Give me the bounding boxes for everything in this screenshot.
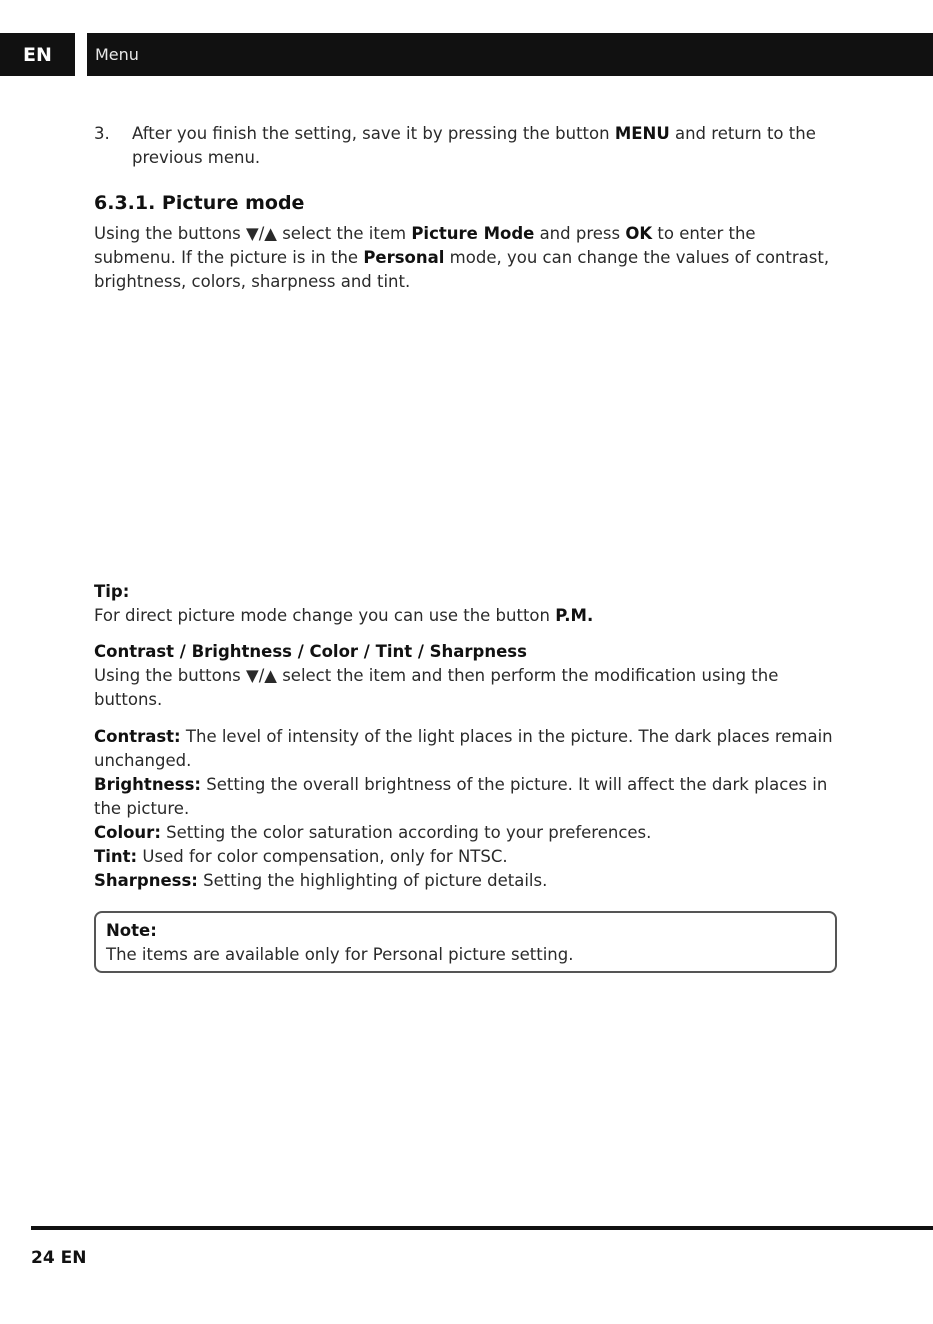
- language-tab: [0, 33, 75, 76]
- adjust-heading: Contrast / Brightness / Color / Tint / Sharpness: [94, 642, 527, 661]
- description-term: Colour:: [94, 823, 161, 842]
- step-text-part: After you finish the setting, save it by pressing the button: [132, 124, 615, 143]
- description-term: Sharpness:: [94, 871, 198, 890]
- description-term: Contrast:: [94, 727, 181, 746]
- picture-mode-paragraph: [94, 222, 839, 294]
- description-text: Setting the highlighting of picture details.: [197, 871, 548, 890]
- description-term: Brightness:: [94, 775, 201, 794]
- section-header: [87, 33, 933, 76]
- note-text: The items are available only for Personal picture setting.: [106, 945, 574, 964]
- para-bold: Picture Mode: [411, 224, 535, 243]
- description-text: Used for color compensation, only for NTSC.: [137, 847, 508, 866]
- section-heading: 6.3.1. Picture mode: [94, 192, 305, 214]
- tip-label: Tip:: [94, 582, 130, 601]
- tip-text-part: For direct picture mode change you can use the button: [94, 606, 556, 625]
- description-colour: [94, 821, 839, 845]
- description-text: Setting the color saturation according to your preferences.: [160, 823, 652, 842]
- para-text: and press: [534, 224, 626, 243]
- description-text: Setting the overall brightness of the picture. It will affect the dark places in the picture.: [94, 775, 828, 818]
- language-label: EN: [23, 43, 52, 66]
- tip-button-label: P.M.: [555, 606, 594, 625]
- para-text: mode, you can change the values of contrast, brightness, colors, sharpness and tint.: [94, 248, 830, 291]
- page-number: 24 EN: [31, 1248, 87, 1268]
- description-contrast: [94, 725, 839, 773]
- step-text: [132, 122, 832, 170]
- step-menu-button-label: MENU: [614, 124, 670, 143]
- description-text: The level of intensity of the light places in the picture. The dark places remain unchanged.: [94, 727, 833, 770]
- description-brightness: [94, 773, 839, 821]
- settings-descriptions: [94, 725, 839, 893]
- step-text-part: and return to the previous menu.: [132, 124, 816, 167]
- tip-text: [94, 604, 839, 628]
- footer-divider: [31, 1226, 933, 1230]
- description-term: Tint:: [94, 847, 138, 866]
- para-bold: Personal: [363, 248, 445, 267]
- note-box: [94, 911, 837, 973]
- adjust-text: Using the buttons ▼/▲ select the item and then perform the modification using the buttons.: [94, 666, 779, 709]
- description-sharpness: [94, 869, 839, 893]
- step-number: 3.: [94, 124, 110, 143]
- para-bold: OK: [625, 224, 653, 243]
- para-text: Using the buttons ▼/▲ select the item: [94, 224, 412, 243]
- section-title: Menu: [95, 45, 139, 64]
- note-label: Note:: [106, 921, 157, 940]
- para-text: to enter the submenu. If the picture is in the: [94, 224, 756, 267]
- description-tint: [94, 845, 839, 869]
